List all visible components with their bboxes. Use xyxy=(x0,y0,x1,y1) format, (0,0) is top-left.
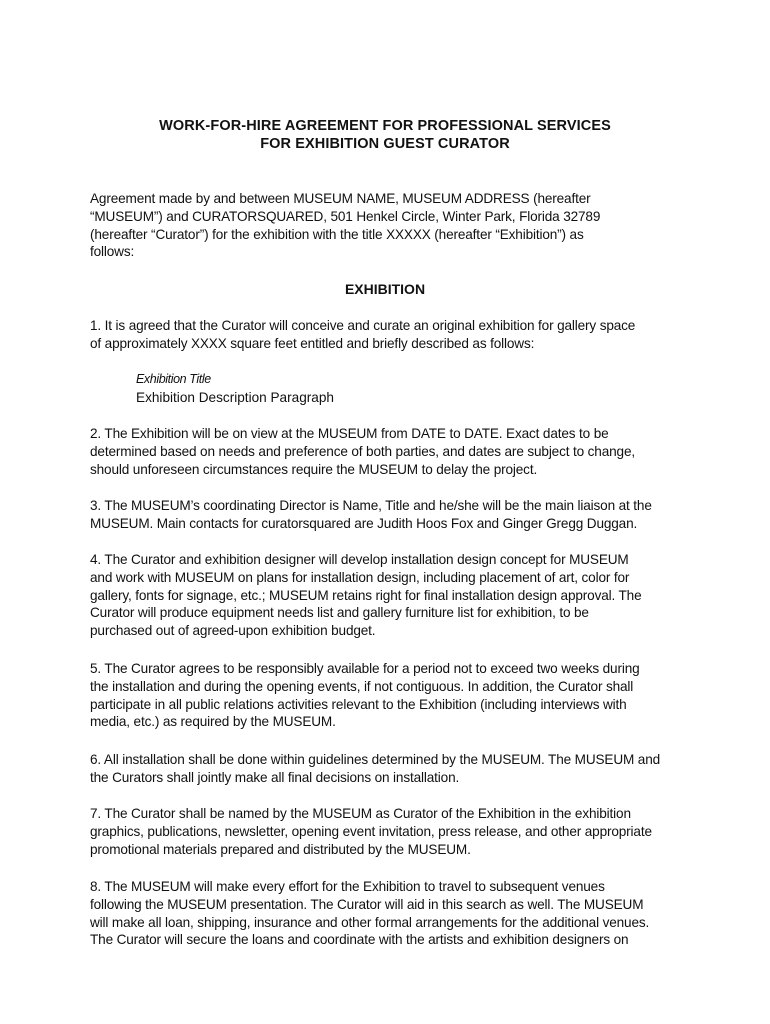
text-line: “MUSEUM”) and CURATORSQUARED, 501 Henkel Circle, Winter Park, Florida 32789 xyxy=(90,208,601,224)
clause-7 xyxy=(90,805,688,858)
text-line: gallery, fonts for signage, etc.; MUSEUM retains right for final installation design approval. The xyxy=(90,587,642,603)
text-line: and work with MUSEUM on plans for installation design, including placement of art, color for xyxy=(90,569,630,585)
text-line: 4. The Curator and exhibition designer will develop installation design concept for MUSEUM xyxy=(90,552,629,567)
intro-paragraph xyxy=(90,190,688,261)
section-heading: EXHIBITION xyxy=(344,281,426,297)
text-line: 8. The MUSEUM will make every effort for the Exhibition to travel to subsequent venues xyxy=(90,879,605,894)
clause-3 xyxy=(90,497,688,533)
text-line: (hereafter “Curator”) for the exhibition with the title XXXXX (hereafter “Exhibition”) as xyxy=(90,226,584,242)
text-line: 5. The Curator agrees to be responsibly available for a period not to exceed two weeks during xyxy=(90,661,640,676)
text-line: should unforeseen circumstances require the MUSEUM to delay the project. xyxy=(90,461,538,477)
document-title xyxy=(0,117,770,153)
text-line: the Curators shall jointly make all final decisions on installation. xyxy=(90,769,460,785)
text-line: following the MUSEUM presentation. The Curator will aid in this search as well. The MUSEUM xyxy=(90,896,644,912)
text-line: graphics, publications, newsletter, opening event invitation, press release, and other appropriate xyxy=(90,823,652,839)
text-line: 3. The MUSEUM’s coordinating Director is Name, Title and he/she will be the main liaison at the xyxy=(90,498,652,513)
text-line: purchased out of agreed-upon exhibition budget. xyxy=(90,623,376,639)
text-line: 1. It is agreed that the Curator will conceive and curate an original exhibition for gallery space xyxy=(90,318,636,333)
clause-1 xyxy=(90,317,688,353)
exhibition-description: Exhibition Description Paragraph xyxy=(136,390,334,405)
text-line: Curator will produce equipment needs list and gallery furniture list for exhibition, to be xyxy=(90,605,589,621)
text-line: determined based on needs and preference of both parties, and dates are subject to change, xyxy=(90,443,635,459)
clause-4 xyxy=(90,551,688,640)
clause-2 xyxy=(90,425,688,478)
text-line: The Curator will secure the loans and coordinate with the artists and exhibition designers on xyxy=(90,932,629,948)
text-line: media, etc.) as required by the MUSEUM. xyxy=(90,714,336,730)
text-line: will make all loan, shipping, insurance and other formal arrangements for the additional venues. xyxy=(90,914,650,930)
clause-6 xyxy=(90,751,688,787)
text-line: 7. The Curator shall be named by the MUSEUM as Curator of the Exhibition in the exhibition xyxy=(90,806,631,821)
clause-5 xyxy=(90,660,688,731)
text-line: MUSEUM. Main contacts for curatorsquared are Judith Hoos Fox and Ginger Gregg Duggan. xyxy=(90,515,638,531)
text-line: 6. All installation shall be done within guidelines determined by the MUSEUM. The MUSEUM and xyxy=(90,752,661,767)
text-line: promotional materials prepared and distributed by the MUSEUM. xyxy=(90,841,471,857)
text-line: Agreement made by and between MUSEUM NAME, MUSEUM ADDRESS (hereafter xyxy=(90,191,591,206)
text-line: of approximately XXXX square feet entitled and briefly described as follows: xyxy=(90,335,535,351)
title-line-1: WORK-FOR-HIRE AGREEMENT FOR PROFESSIONAL SERVICES xyxy=(159,118,611,134)
title-line-2: FOR EXHIBITION GUEST CURATOR xyxy=(260,136,510,152)
text-line: follows: xyxy=(90,244,135,260)
text-line: 2. The Exhibition will be on view at the MUSEUM from DATE to DATE. Exact dates to be xyxy=(90,426,609,441)
text-line: the installation and during the opening events, if not contiguous. In addition, the Curator shall xyxy=(90,678,634,694)
exhibition-title: Exhibition Title xyxy=(136,372,211,386)
clause-8 xyxy=(90,878,688,949)
text-line: participate in all public relations activities relevant to the Exhibition (including interviews with xyxy=(90,696,627,712)
